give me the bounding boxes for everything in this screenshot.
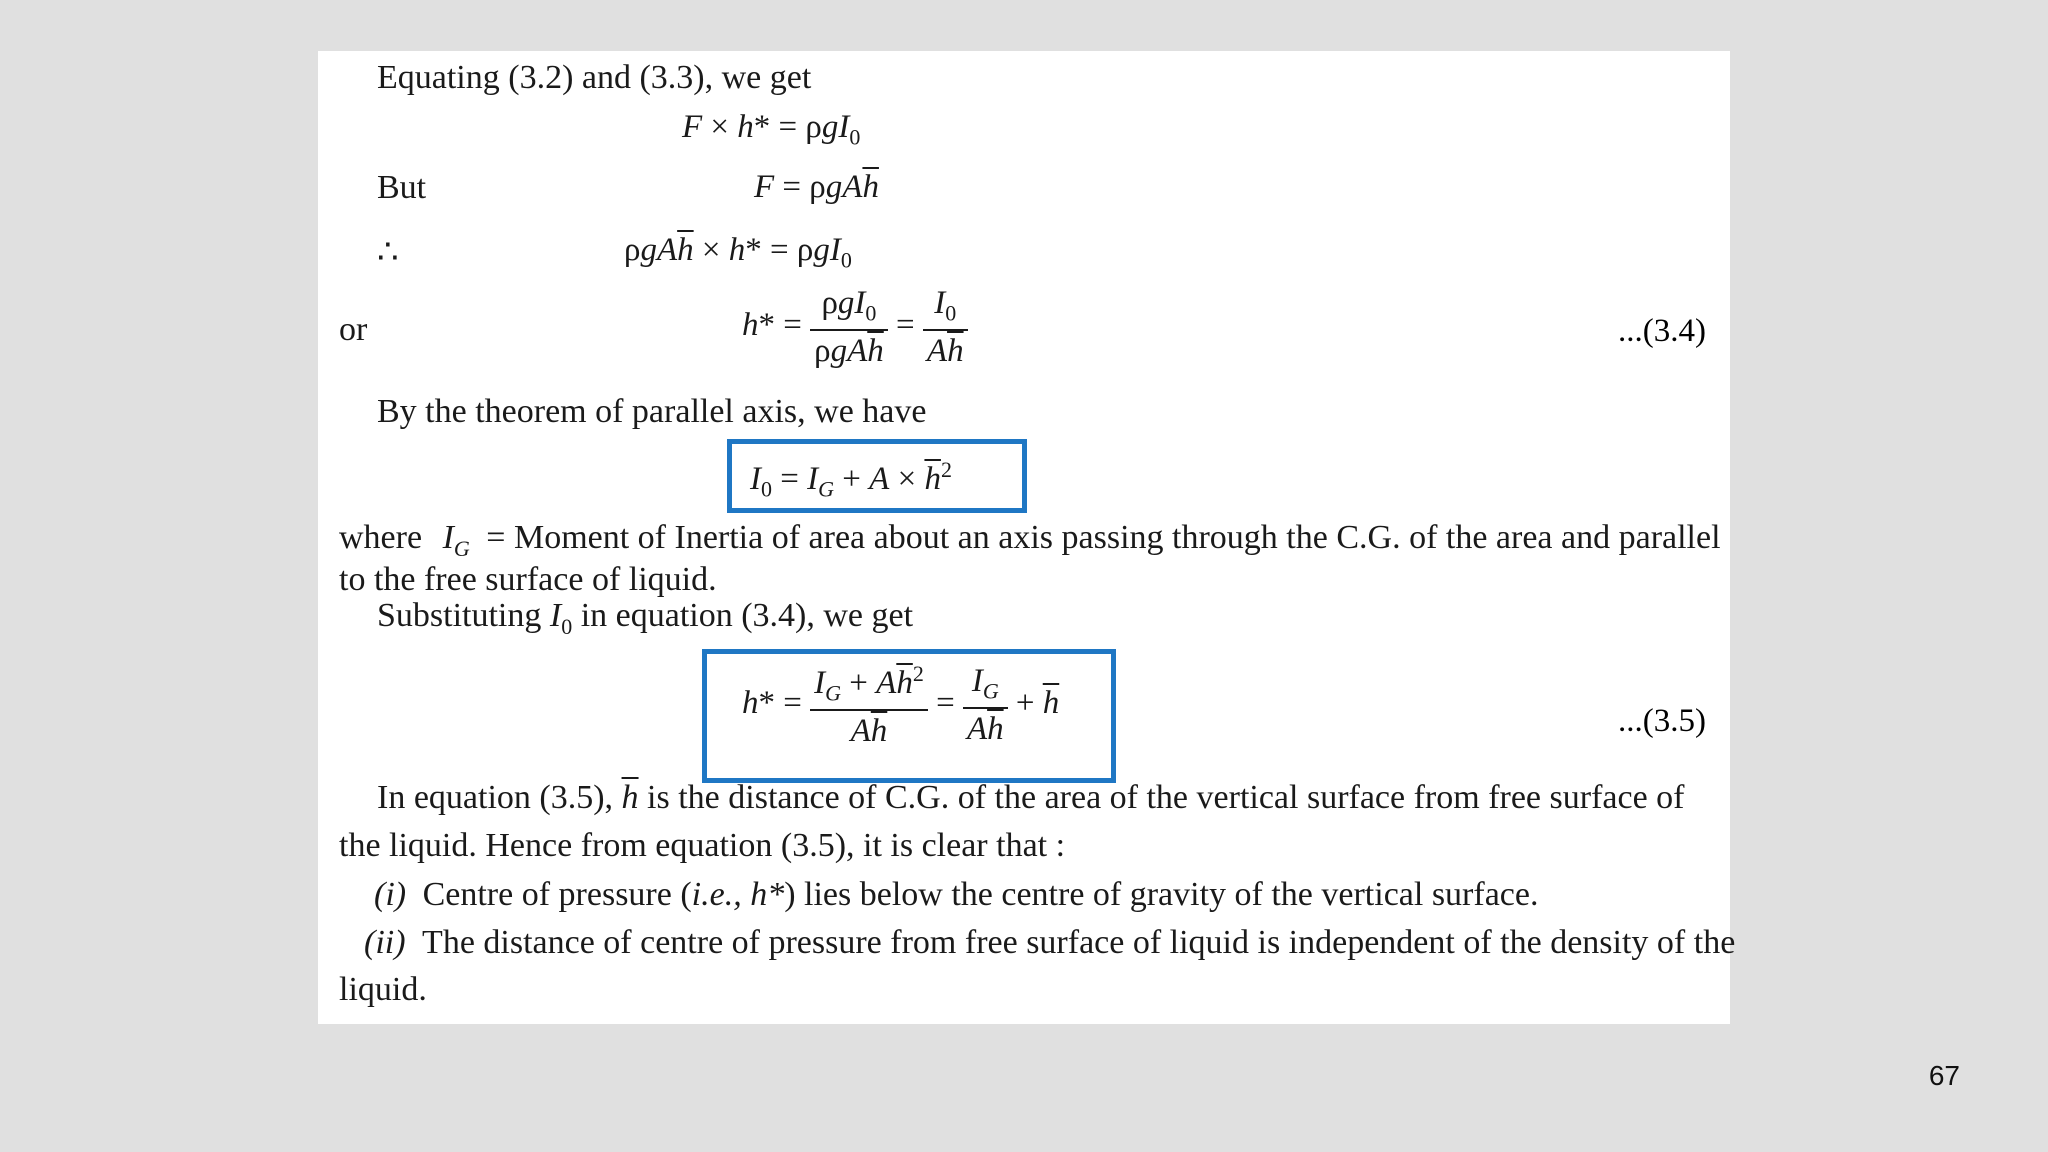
eq-parallel-axis: $I_0 = I_G + A \times \overline{h}^2$ <box>750 457 952 502</box>
item2-text: The distance of centre of pressure from free surface of liquid is independent of the density of the <box>422 924 1736 961</box>
item1-text-a: Centre of pressure ( <box>422 876 692 913</box>
substituting-a: Substituting <box>377 597 542 634</box>
slide-number: 67 <box>1928 1060 1960 1091</box>
list-item-1 <box>374 878 1538 912</box>
equation-number-3-5: ...(3.5) <box>1618 703 1706 739</box>
eq-3-4: h* = $\frac{\rho gI_0}{\rho gA\overline{h}}$ = $\frac{I_0}{A\overline{h}}$ <box>742 287 968 368</box>
substituting-b: in equation (3.4), we get <box>580 597 914 634</box>
fraction-simplified: $\frac{I_0}{A\overline{h}}$ <box>923 287 968 368</box>
eq-3-5: h* = $\frac{I_G + A\overline{h}^2}{A\overline{h}}$ = $\frac{I_G}{A\overline{h}}$ + $\overline{h}$ <box>742 661 1060 749</box>
fraction-rho: $\frac{\rho gI_0}{\rho gA\overline{h}}$ <box>810 287 888 368</box>
item1-marker: (i) <box>374 876 407 913</box>
item1-text-b: ) lies below the centre of gravity of the vertical surface. <box>784 876 1539 913</box>
parallel-axis-text: By the theorem of parallel axis, we have <box>377 393 927 430</box>
item1-ie: i.e., <box>691 876 742 913</box>
where-definition: = Moment of Inertia of area about an axis passing through the C.G. of the area and parallel <box>486 519 1721 556</box>
paragraph-line-1: In equation (3.5), $\overline{h}$ is the distance of C.G. of the area of the vertical surface from free surface of <box>377 779 1685 816</box>
eq-force-moment: F × h* = ρgI$_0$ <box>682 109 861 150</box>
paragraph-line-2: the liquid. Hence from equation (3.5), it is clear that : <box>339 827 1066 864</box>
fraction-ig: $\frac{I_G}{A\overline{h}}$ <box>963 665 1008 746</box>
intro-equating: Equating (3.2) and (3.3), we get <box>377 59 812 96</box>
item1-h: h* <box>750 876 785 913</box>
list-item-2 <box>364 926 1735 960</box>
label-or: or <box>339 311 368 348</box>
eq-force: $F = \rho gA\overline{h}$ <box>754 169 879 205</box>
equation-number-3-4: ...(3.4) <box>1618 313 1706 349</box>
list-item-2-continuation: liquid. <box>339 971 427 1008</box>
label-therefore: ∴ <box>377 234 399 271</box>
document-page <box>318 51 1736 1024</box>
substituting-line: Substituting $I_0$ in equation (3.4), we get <box>377 597 914 639</box>
para-text-b: is the distance of C.G. of the area of the vertical surface from free surface of <box>647 779 1685 816</box>
para-text-a: In equation (3.5), <box>377 779 614 816</box>
eq-substituted: $\rho gA\overline{h} \times h* = \rho gI_0$ <box>624 232 852 273</box>
where-continuation: to the free surface of liquid. <box>339 561 717 598</box>
where-prefix: where <box>339 519 423 556</box>
label-but: But <box>377 169 427 206</box>
where-line: where $I_G$ = Moment of Inertia of area about an axis passing through the C.G. of the area and parallel <box>339 519 1721 561</box>
fraction-total: $\frac{I_G + A\overline{h}^2}{A\overline{h}}$ <box>810 663 928 748</box>
item2-marker: (ii) <box>364 924 406 961</box>
